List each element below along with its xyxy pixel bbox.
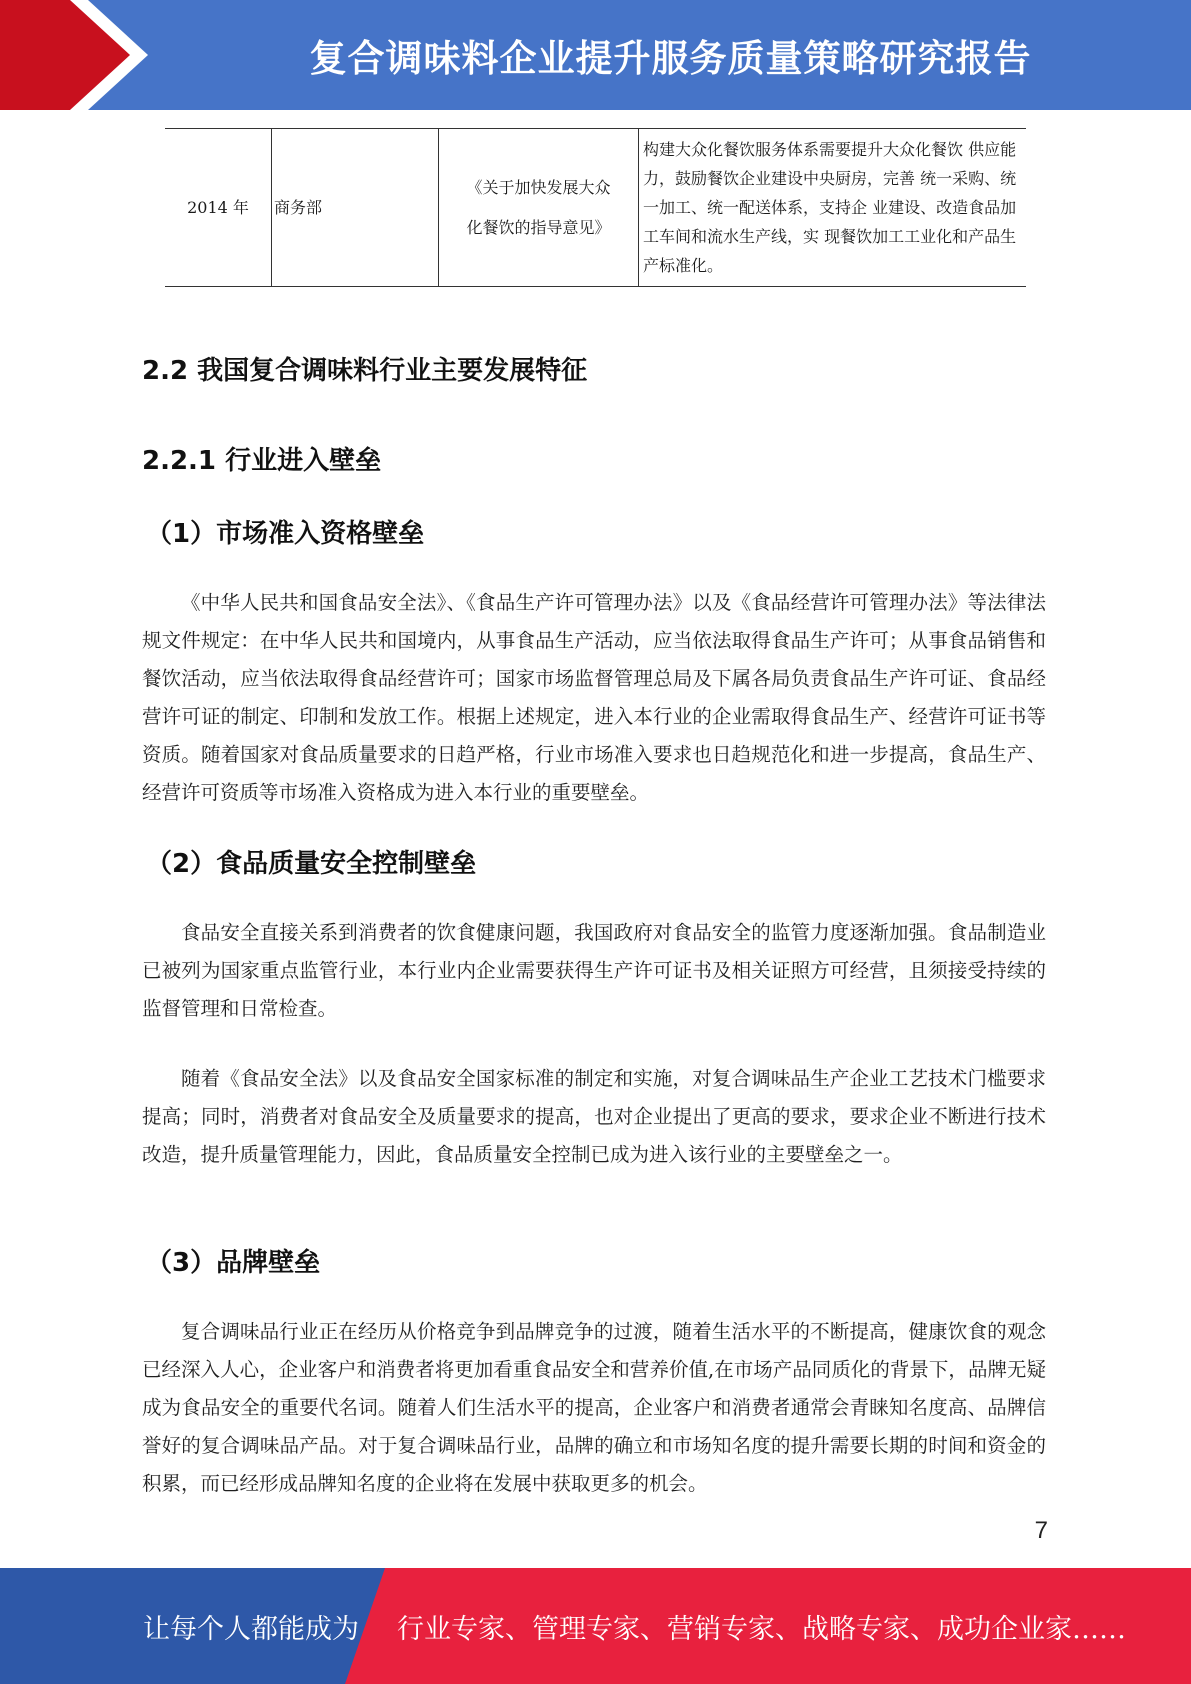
subsection-heading: 2.2.1 行业进入壁垒 <box>142 446 382 476</box>
sub-heading-food-safety: （2）食品质量安全控制壁垒 <box>146 849 477 879</box>
paragraph-brand: 复合调味品行业正在经历从价格竞争到品牌竞争的过渡，随着生活水平的不断提高，健康饮食的观念已经深入人心，企业客户和消费者将更加看重食品安全和营养价值,在市场产品同质化的背景下，品牌无疑成为食品安全的重要代名词。随着人们生活水平的提高，企业客户和消费者通常会青睐知名度高、品牌信誉好的复合调味品产品。对于复合调味品行业，品牌的确立和市场知名度的提升需要长期的时间和资金的积累，而已经形成品牌知名度的企业将在发展中获取更多的机会。 <box>142 1320 1046 1495</box>
sub-heading-brand: （3）品牌壁垒 <box>146 1248 321 1278</box>
sub-heading-market-access: （1）市场准入资格壁垒 <box>146 519 425 549</box>
page-number: 7 <box>1034 1517 1048 1544</box>
policy-table <box>165 128 1026 287</box>
cell-department: 商务部 <box>272 129 439 287</box>
cell-content: 构建大众化餐饮服务体系需要提升大众化餐饮 供应能力，鼓励餐饮企业建设中央厨房，完善 统一采购、统一加工、统一配送体系，支持企 业建设、改造食品加工车间和流水生产线，实 现餐饮加工工业化和产品生产标准化。 <box>639 129 1027 287</box>
section-heading: 2.2 我国复合调味料行业主要发展特征 <box>142 356 588 386</box>
cell-year: 2014 年 <box>165 129 272 287</box>
paragraph-food-safety-1: 食品安全直接关系到消费者的饮食健康问题，我国政府对食品安全的监管力度逐渐加强。食品制造业已被列为国家重点监管行业，本行业内企业需要获得生产许可证书及相关证照方可经营，且须接受持续的监督管理和日常检查。 <box>142 921 1046 1020</box>
paragraph-food-safety-2: 随着《食品安全法》以及食品安全国家标准的制定和实施，对复合调味品生产企业工艺技术门槛要求提高；同时，消费者对食品安全及质量要求的提高，也对企业提出了更高的要求，要求企业不断进行技术改造，提升质量管理能力，因此，食品质量安全控制已成为进入该行业的主要壁垒之一。 <box>142 1067 1046 1166</box>
page-footer <box>0 1568 1191 1684</box>
footer-slogan-left: 让每个人都能成为 <box>143 1613 359 1645</box>
table-row <box>165 129 1026 287</box>
paragraph-market-access: 《中华人民共和国食品安全法》、《食品生产许可管理办法》以及《食品经营许可管理办法》等法律法规文件规定：在中华人民共和国境内，从事食品生产活动，应当依法取得食品生产许可；从事食品销售和餐饮活动，应当依法取得食品经营许可；国家市场监督管理总局及下属各局负责食品生产许可证、食品经营许可证的制定、印制和发放工作。根据上述规定，进入本行业的企业需取得食品生产、经营许可证书等资质。随着国家对食品质量要求的日趋严格，行业市场准入要求也日趋规范化和进一步提高，食品生产、经营许可资质等市场准入资格成为进入本行业的重要壁垒。 <box>142 591 1046 804</box>
document-name-line1: 《关于加快发展大众 <box>466 177 611 197</box>
document-name-line2: 化餐饮的指导意见》 <box>466 217 611 237</box>
cell-document <box>439 129 639 287</box>
page-header <box>0 0 1191 110</box>
footer-slogan-right: 行业专家、管理专家、营销专家、战略专家、成功企业家…… <box>397 1613 1126 1645</box>
document-title: 复合调味料企业提升服务质量策略研究报告 <box>309 37 1032 80</box>
